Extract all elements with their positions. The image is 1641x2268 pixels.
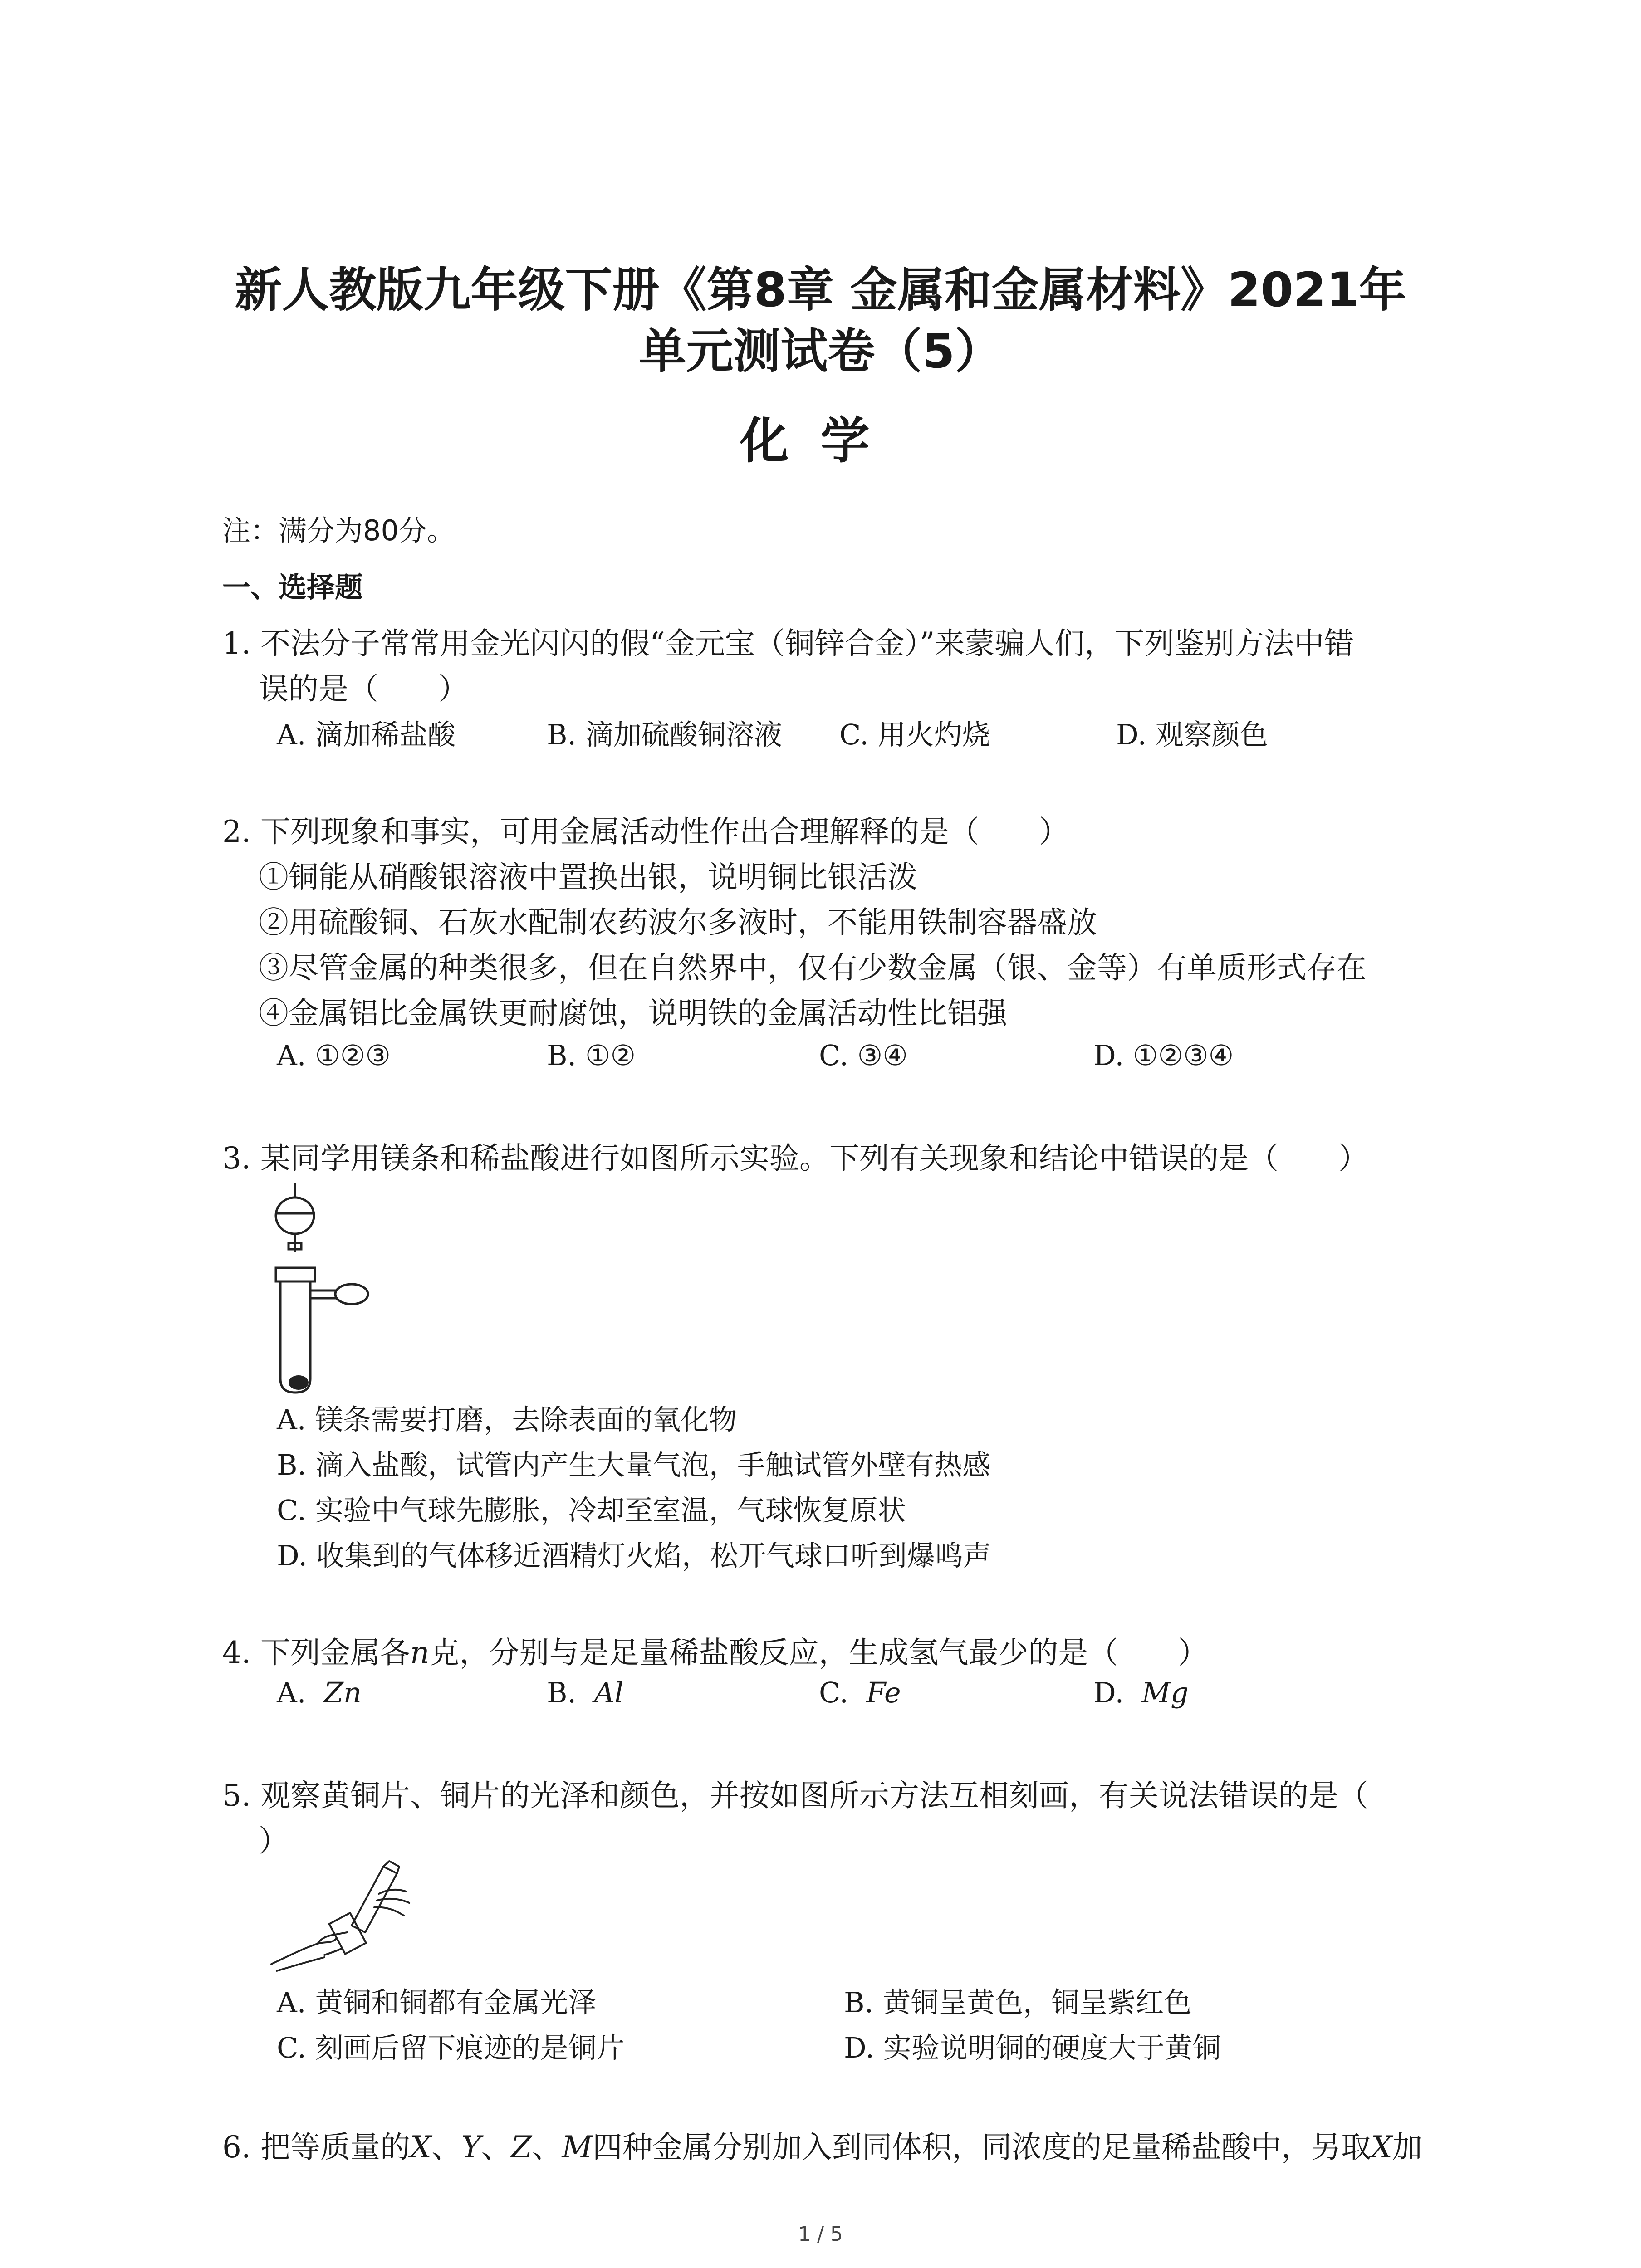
q2-option-a: A. ①②③ bbox=[277, 1039, 391, 1072]
q2-option-d: D. ①②③④ bbox=[1093, 1039, 1234, 1072]
q2-item-3: ③尽管金属的种类很多，但在自然界中，仅有少数金属（银、金等）有单质形式存在 bbox=[259, 950, 1367, 985]
scratching-hands-figure bbox=[268, 1857, 413, 1975]
q1-stem-line2: 误的是（ ） bbox=[259, 671, 468, 706]
score-note: 注：满分为80分。 bbox=[222, 514, 455, 547]
q2-option-c: C. ③④ bbox=[819, 1039, 908, 1072]
q3-option-a: A. 镁条需要打磨，去除表面的氧化物 bbox=[277, 1403, 737, 1436]
q2-item-1: ①铜能从硝酸银溶液中置换出银，说明铜比银活泼 bbox=[259, 860, 917, 894]
q5-option-d: D. 实验说明铜的硬度大于黄铜 bbox=[844, 2031, 1221, 2064]
q3-stem: 3. 某同学用镁条和稀盐酸进行如图所示实验。下列有关现象和结论中错误的是（ ） bbox=[222, 1141, 1368, 1176]
q4-stem: 4. 下列金属各n克，分别与是足量稀盐酸反应，生成氢气最少的是（ ） bbox=[222, 1635, 1208, 1670]
q3-option-b: B. 滴入盐酸，试管内产生大量气泡，手触试管外壁有热感 bbox=[277, 1448, 990, 1481]
q5-stem-line1: 5. 观察黄铜片、铜片的光泽和颜色，并按如图所示方法互相刻画，有关说法错误的是（ bbox=[222, 1778, 1368, 1813]
q1-option-d: D. 观察颜色 bbox=[1116, 718, 1268, 751]
q4-option-c: C. Fe bbox=[819, 1676, 901, 1709]
q5-option-c: C. 刻画后留下痕迹的是铜片 bbox=[277, 2031, 625, 2064]
subject-heading: 化学 bbox=[740, 413, 901, 469]
section-heading: 一、选择题 bbox=[222, 571, 363, 604]
q2-stem: 2. 下列现象和事实，可用金属活动性作出合理解释的是（ ） bbox=[222, 814, 1069, 849]
test-tube-apparatus-figure bbox=[254, 1179, 372, 1397]
q5-stem-line2: ） bbox=[259, 1823, 289, 1858]
q1-option-c: C. 用火灼烧 bbox=[839, 718, 990, 751]
page-title-line1: 新人教版九年级下册《第8章 金属和金属材料》2021年 bbox=[235, 262, 1406, 318]
page-title-line2: 单元测试卷（5） bbox=[639, 323, 1002, 379]
q1-option-b: B. 滴加硫酸铜溶液 bbox=[547, 718, 782, 751]
q4-option-d: D. Mg bbox=[1093, 1676, 1189, 1709]
q3-option-c: C. 实验中气球先膨胀，冷却至室温，气球恢复原状 bbox=[277, 1494, 906, 1527]
q6-stem-line1: 6. 把等质量的X、Y、Z、M四种金属分别加入到同体积，同浓度的足量稀盐酸中，另取X加 bbox=[222, 2130, 1422, 2165]
q2-option-b: B. ①② bbox=[547, 1039, 636, 1072]
q1-option-a: A. 滴加稀盐酸 bbox=[277, 718, 456, 751]
q2-item-2: ②用硫酸铜、石灰水配制农药波尔多液时，不能用铁制容器盛放 bbox=[259, 905, 1097, 940]
q3-option-d: D. 收集到的气体移近酒精灯火焰，松开气球口听到爆鸣声 bbox=[277, 1539, 991, 1572]
page-number: 1 / 5 bbox=[798, 2223, 843, 2246]
q2-item-4: ④金属铝比金属铁更耐腐蚀，说明铁的金属活动性比铝强 bbox=[259, 996, 1007, 1031]
q4-option-a: A. Zn bbox=[277, 1676, 362, 1709]
q5-option-b: B. 黄铜呈黄色，铜呈紫红色 bbox=[844, 1986, 1192, 2019]
q4-option-b: B. Al bbox=[547, 1676, 624, 1709]
q1-stem-line1: 1. 不法分子常常用金光闪闪的假“金元宝（铜锌合金）”来蒙骗人们，下列鉴别方法中错 bbox=[222, 626, 1354, 661]
q5-option-a: A. 黄铜和铜都有金属光泽 bbox=[277, 1986, 597, 2019]
